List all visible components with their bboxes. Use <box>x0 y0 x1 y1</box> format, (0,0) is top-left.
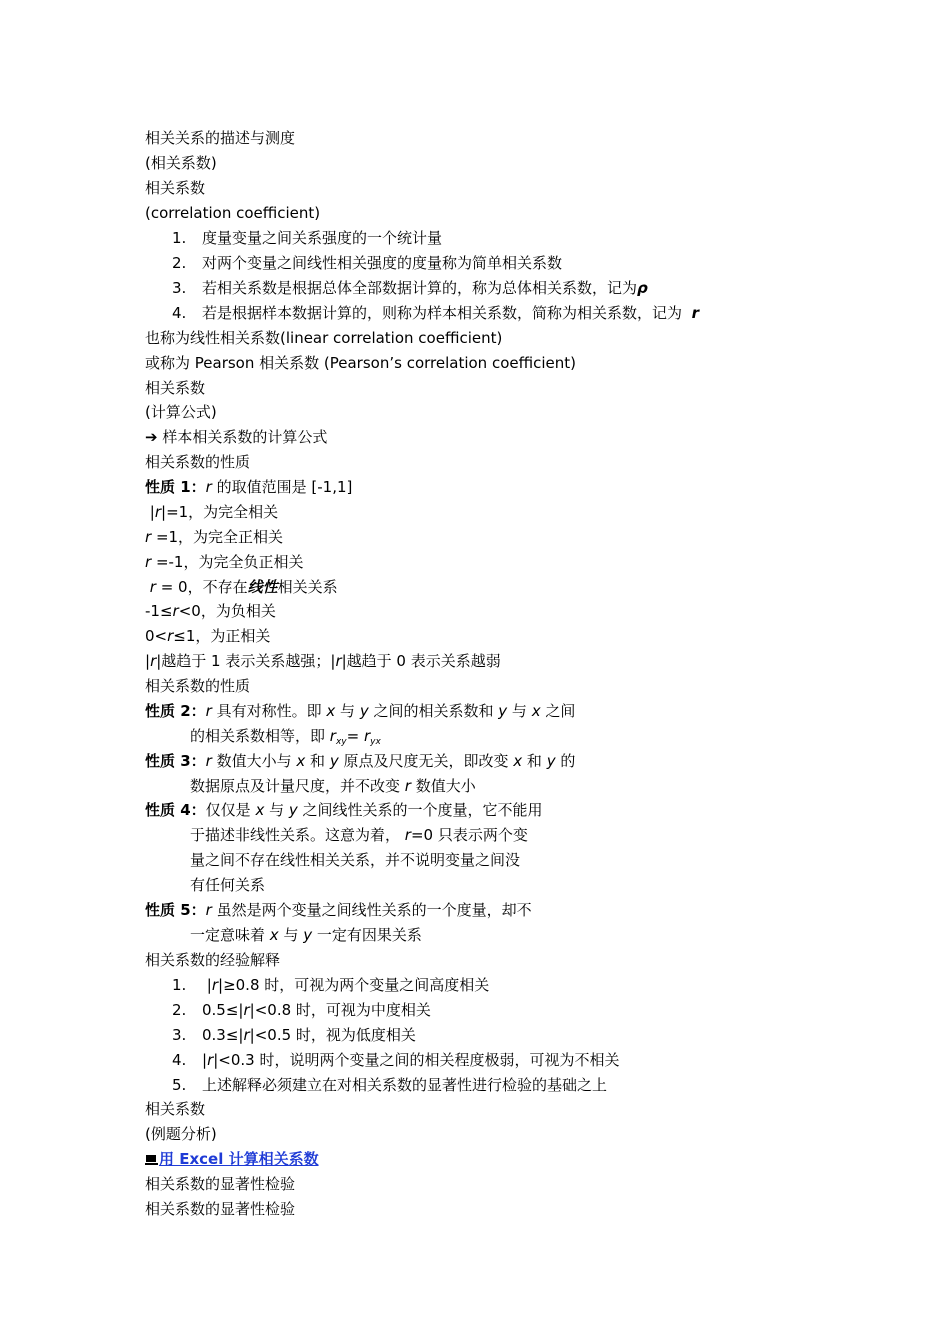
list-item: 0.3≤|r|<0.5 时，视为低度相关 <box>202 1026 416 1044</box>
case-negative: -1≤r<0，为负相关 <box>145 602 276 620</box>
list-item: |r|≥0.8 时，可视为两个变量之间高度相关 <box>206 976 490 994</box>
heading-correlation-coefficient: 相关系数 <box>145 179 206 197</box>
list-item-number: 1. <box>172 229 187 247</box>
properties-title: 相关系数的性质 <box>145 453 251 471</box>
significance-test-title-2: 相关系数的显著性检验 <box>145 1200 296 1218</box>
property-4-line-1: 性质 4：仅仅是 x 与 y 之间线性关系的一个度量，它不能用 <box>145 801 543 819</box>
pearson-text: 或称为 Pearson 相关系数 (Pearson’s correlation coefficient) <box>145 354 576 372</box>
list-item-number: 2. <box>172 254 187 272</box>
calc-formula-title: (计算公式) <box>145 403 217 421</box>
empirical-title: 相关系数的经验解释 <box>145 951 281 969</box>
list-item-number: 5. <box>172 1076 187 1094</box>
linear-correlation-text: 也称为线性相关系数(linear correlation coefficient) <box>145 329 503 347</box>
property-4-line-2: 于描述非线性关系。这意为着， r=0 只表示两个变 <box>190 826 528 844</box>
heading-correlation-coefficient-en: (correlation coefficient) <box>145 204 321 222</box>
case-r-neg1: r =-1，为完全负正相关 <box>145 553 304 571</box>
heading-correlation-coefficient-2: 相关系数 <box>145 379 206 397</box>
list-item: 若是根据样本数据计算的，则称为样本相关系数，简称为相关系数，记为 r <box>202 304 699 322</box>
case-abs-r-1: |r|=1，为完全相关 <box>145 503 279 521</box>
property-2-line-2: 的相关系数相等，即 $r_{xy}= r_{yx}$ <box>190 727 381 747</box>
property-5-line-1: 性质 5：r 虽然是两个变量之间线性关系的一个度量，却不 <box>145 901 532 919</box>
subtitle-correlation: (相关系数) <box>145 154 217 172</box>
properties-title-2: 相关系数的性质 <box>145 677 251 695</box>
example-title: (例题分析) <box>145 1125 217 1143</box>
case-r-0: r = 0，不存在线性相关关系 <box>149 578 338 596</box>
list-item-number: 4. <box>172 304 187 322</box>
property-3-line-2: 数据原点及计量尺度，并不改变 r 数值大小 <box>190 777 476 795</box>
list-item: 度量变量之间关系强度的一个统计量 <box>202 229 443 247</box>
list-item-number: 3. <box>172 279 187 297</box>
excel-link-line[interactable] <box>145 1149 319 1169</box>
case-positive: 0<r≤1，为正相关 <box>145 627 271 645</box>
sample-formula-line: ➔ 样本相关系数的计算公式 <box>145 428 328 446</box>
property-1: 性质 1：r 的取值范围是 [-1,1] <box>145 478 353 496</box>
property-4-line-4: 有任何关系 <box>190 876 266 894</box>
list-item: 上述解释必须建立在对相关系数的显著性进行检验的基础之上 <box>202 1076 608 1094</box>
property-4-line-3: 量之间不存在线性相关关系，并不说明变量之间没 <box>190 851 521 869</box>
heading-correlation-coefficient-3: 相关系数 <box>145 1100 206 1118</box>
case-r-1: r =1，为完全正相关 <box>145 528 284 546</box>
property-5-line-2: 一定意味着 x 与 y 一定有因果关系 <box>190 926 422 944</box>
document-title: 相关关系的描述与测度 <box>145 129 296 147</box>
list-item: 0.5≤|r|<0.8 时，可视为中度相关 <box>202 1001 431 1019</box>
list-item: 对两个变量之间线性相关强度的度量称为简单相关系数 <box>202 254 563 272</box>
arrow-right-icon: ➔ <box>145 428 158 446</box>
list-item: |r|<0.3 时，说明两个变量之间的相关程度极弱，可视为不相关 <box>202 1051 620 1069</box>
list-item-number: 4. <box>172 1051 187 1069</box>
r-symbol: r <box>691 304 699 322</box>
property-2-line-1: 性质 2：r 具有对称性。即 x 与 y 之间的相关系数和 y 与 x 之间 <box>145 702 576 720</box>
list-item-number: 3. <box>172 1026 187 1044</box>
significance-test-title: 相关系数的显著性检验 <box>145 1175 296 1193</box>
list-item: 若相关系数是根据总体全部数据计算的，称为总体相关系数，记为ρ <box>202 279 648 297</box>
case-strength: |r|越趋于 1 表示关系越强；|r|越趋于 0 表示关系越弱 <box>145 652 501 670</box>
property-3-line-1: 性质 3：r 数值大小与 x 和 y 原点及尺度无关，即改变 x 和 y 的 <box>145 752 576 770</box>
computer-icon <box>145 1155 158 1165</box>
rho-symbol: ρ <box>637 279 648 297</box>
list-item-number: 2. <box>172 1001 187 1019</box>
excel-link[interactable]: 用 Excel 计算相关系数 <box>159 1150 319 1168</box>
list-item-number: 1. <box>172 976 187 994</box>
